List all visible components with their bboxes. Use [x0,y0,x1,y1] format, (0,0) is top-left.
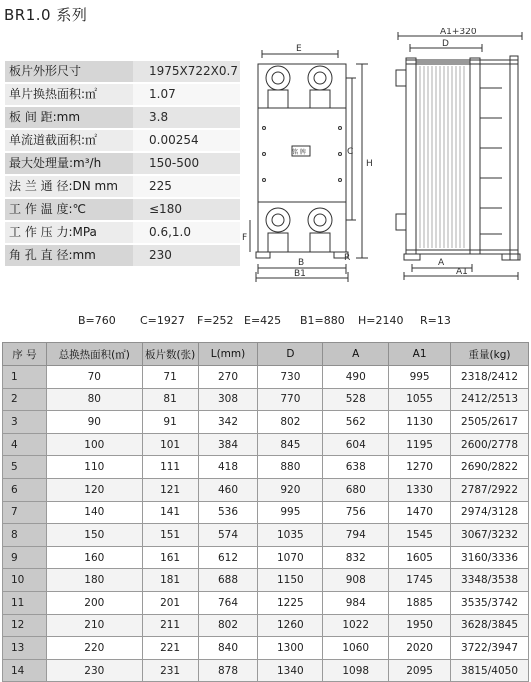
table-cell: 802 [258,411,323,434]
column-header: 板片数(张) [142,343,198,366]
table-row [3,524,529,547]
table-cell: 802 [198,614,258,637]
table-cell: 1195 [389,433,451,456]
table-row [3,546,529,569]
table-cell: 2600/2778 [451,433,529,456]
row-index: 7 [3,501,47,524]
spec-value: 1975X722X0.7 [133,61,240,82]
dim-b: B=760 [78,314,116,327]
table-cell: 1340 [258,659,323,682]
table-cell: 908 [323,569,389,592]
label-c: C [347,147,354,157]
table-cell: 100 [46,433,142,456]
table-cell: 1055 [389,388,451,411]
column-header: 重量(kg) [451,343,529,366]
table-cell: 845 [258,433,323,456]
table-cell: 180 [46,569,142,592]
table-cell: 562 [323,411,389,434]
table-cell: 3160/3336 [451,546,529,569]
label-b1: B1 [294,269,306,279]
table-cell: 604 [323,433,389,456]
spec-value: 225 [133,176,240,197]
table-cell: 756 [323,501,389,524]
table-cell: 574 [198,524,258,547]
table-row [3,388,529,411]
table-cell: 181 [142,569,198,592]
dim-r: R=13 [420,314,451,327]
table-cell: 2690/2822 [451,456,529,479]
table-cell: 70 [46,366,142,389]
spec-label: 板片外形尺寸 [5,61,133,82]
table-cell: 161 [142,546,198,569]
spec-row [5,153,240,174]
row-index: 11 [3,591,47,614]
table-cell: 3067/3232 [451,524,529,547]
spec-label: 最大处理量:m³/h [5,153,133,174]
table-cell: 200 [46,591,142,614]
row-index: 2 [3,388,47,411]
table-cell: 1022 [323,614,389,637]
table-row [3,456,529,479]
table-cell: 2020 [389,637,451,660]
table-cell: 1300 [258,637,323,660]
dim-f: F=252 [197,314,234,327]
table-cell: 211 [142,614,198,637]
table-cell: 995 [258,501,323,524]
table-cell: 151 [142,524,198,547]
front-view [250,50,368,282]
spec-value: 150-500 [133,153,240,174]
table-cell: 880 [258,456,323,479]
table-cell: 71 [142,366,198,389]
table-cell: 2505/2617 [451,411,529,434]
dim-h: H=2140 [358,314,404,327]
table-cell: 80 [46,388,142,411]
model-table [2,342,529,682]
table-cell: 730 [258,366,323,389]
table-cell: 794 [323,524,389,547]
table-cell: 91 [142,411,198,434]
table-cell: 308 [198,388,258,411]
spec-value: 230 [133,245,240,266]
table-row [3,637,529,660]
spec-value: ≤180 [133,199,240,220]
spec-label: 法 兰 通 径:DN mm [5,176,133,197]
table-row [3,366,529,389]
table-cell: 231 [142,659,198,682]
table-cell: 680 [323,478,389,501]
table-cell: 2787/2922 [451,478,529,501]
row-index: 8 [3,524,47,547]
label-a1: A1 [456,267,468,277]
table-cell: 536 [198,501,258,524]
label-a1-320: A1+320 [440,28,477,37]
column-header: D [258,343,323,366]
row-index: 6 [3,478,47,501]
table-cell: 141 [142,501,198,524]
dim-b1: B1=880 [300,314,345,327]
table-cell: 101 [142,433,198,456]
spec-row [5,84,240,105]
table-row [3,659,529,682]
column-header: A [323,343,389,366]
dim-e: E=425 [244,314,282,327]
table-cell: 1605 [389,546,451,569]
table-cell: 384 [198,433,258,456]
table-cell: 270 [198,366,258,389]
table-cell: 3535/3742 [451,591,529,614]
heat-exchanger-drawing [240,28,530,283]
spec-label: 工 作 压 力:MPa [5,222,133,243]
table-cell: 81 [142,388,198,411]
table-cell: 2412/2513 [451,388,529,411]
table-cell: 764 [198,591,258,614]
table-row [3,501,529,524]
spec-label: 板 间 距:mm [5,107,133,128]
spec-row [5,107,240,128]
table-cell: 418 [198,456,258,479]
column-header: L(mm) [198,343,258,366]
table-cell: 984 [323,591,389,614]
spec-row [5,222,240,243]
spec-value: 0.00254 [133,130,240,151]
table-row [3,614,529,637]
table-cell: 3722/3947 [451,637,529,660]
table-cell: 221 [142,637,198,660]
label-b: B [298,258,305,268]
table-cell: 3348/3538 [451,569,529,592]
label-r: R [344,253,351,263]
table-cell: 1330 [389,478,451,501]
table-cell: 220 [46,637,142,660]
spec-value: 3.8 [133,107,240,128]
table-cell: 1150 [258,569,323,592]
table-cell: 638 [323,456,389,479]
table-cell: 1225 [258,591,323,614]
label-f: F [242,233,248,243]
table-row [3,591,529,614]
table-cell: 160 [46,546,142,569]
table-cell: 2974/3128 [451,501,529,524]
table-cell: 3815/4050 [451,659,529,682]
row-index: 14 [3,659,47,682]
table-cell: 688 [198,569,258,592]
spec-row [5,199,240,220]
spec-label: 单片换热面积:㎡ [5,84,133,105]
label-e: E [296,44,302,54]
row-index: 9 [3,546,47,569]
page-title: BR1.0 系列 [4,6,88,24]
row-index: 4 [3,433,47,456]
column-header: A1 [389,343,451,366]
row-index: 12 [3,614,47,637]
spec-row [5,130,240,151]
table-row [3,569,529,592]
dim-c: C=1927 [140,314,185,327]
table-cell: 878 [198,659,258,682]
row-index: 1 [3,366,47,389]
table-cell: 1885 [389,591,451,614]
spec-value: 0.6,1.0 [133,222,240,243]
table-cell: 832 [323,546,389,569]
table-cell: 1060 [323,637,389,660]
spec-label: 单流道截面积:㎡ [5,130,133,151]
table-cell: 528 [323,388,389,411]
table-cell: 460 [198,478,258,501]
table-cell: 490 [323,366,389,389]
spec-row [5,61,240,82]
table-cell: 2318/2412 [451,366,529,389]
row-index: 10 [3,569,47,592]
label-a: A [438,258,445,268]
table-cell: 1098 [323,659,389,682]
table-row [3,411,529,434]
table-cell: 342 [198,411,258,434]
table-row [3,478,529,501]
label-h: H [366,159,373,169]
column-header: 总换热面积(㎡) [46,343,142,366]
table-cell: 230 [46,659,142,682]
row-index: 5 [3,456,47,479]
table-cell: 120 [46,478,142,501]
table-cell: 201 [142,591,198,614]
row-index: 3 [3,411,47,434]
table-cell: 150 [46,524,142,547]
table-cell: 1950 [389,614,451,637]
table-row [3,433,529,456]
spec-row [5,176,240,197]
spec-value: 1.07 [133,84,240,105]
label-d: D [442,39,449,49]
table-cell: 770 [258,388,323,411]
table-cell: 111 [142,456,198,479]
table-cell: 3628/3845 [451,614,529,637]
table-cell: 1070 [258,546,323,569]
spec-table [5,61,240,268]
table-cell: 1745 [389,569,451,592]
table-cell: 2095 [389,659,451,682]
table-cell: 840 [198,637,258,660]
spec-label: 角 孔 直 径:mm [5,245,133,266]
nameplate-text: 铭 牌 [292,149,306,156]
table-cell: 1035 [258,524,323,547]
table-cell: 140 [46,501,142,524]
spec-label: 工 作 温 度:℃ [5,199,133,220]
table-cell: 1130 [389,411,451,434]
table-cell: 1470 [389,501,451,524]
table-cell: 121 [142,478,198,501]
table-cell: 920 [258,478,323,501]
table-cell: 1270 [389,456,451,479]
table-cell: 210 [46,614,142,637]
table-cell: 1545 [389,524,451,547]
table-cell: 995 [389,366,451,389]
row-index: 13 [3,637,47,660]
table-cell: 612 [198,546,258,569]
table-header-row [3,343,529,366]
table-cell: 90 [46,411,142,434]
table-cell: 1260 [258,614,323,637]
column-header: 序 号 [3,343,47,366]
side-view [396,32,522,280]
table-cell: 110 [46,456,142,479]
spec-row [5,245,240,266]
